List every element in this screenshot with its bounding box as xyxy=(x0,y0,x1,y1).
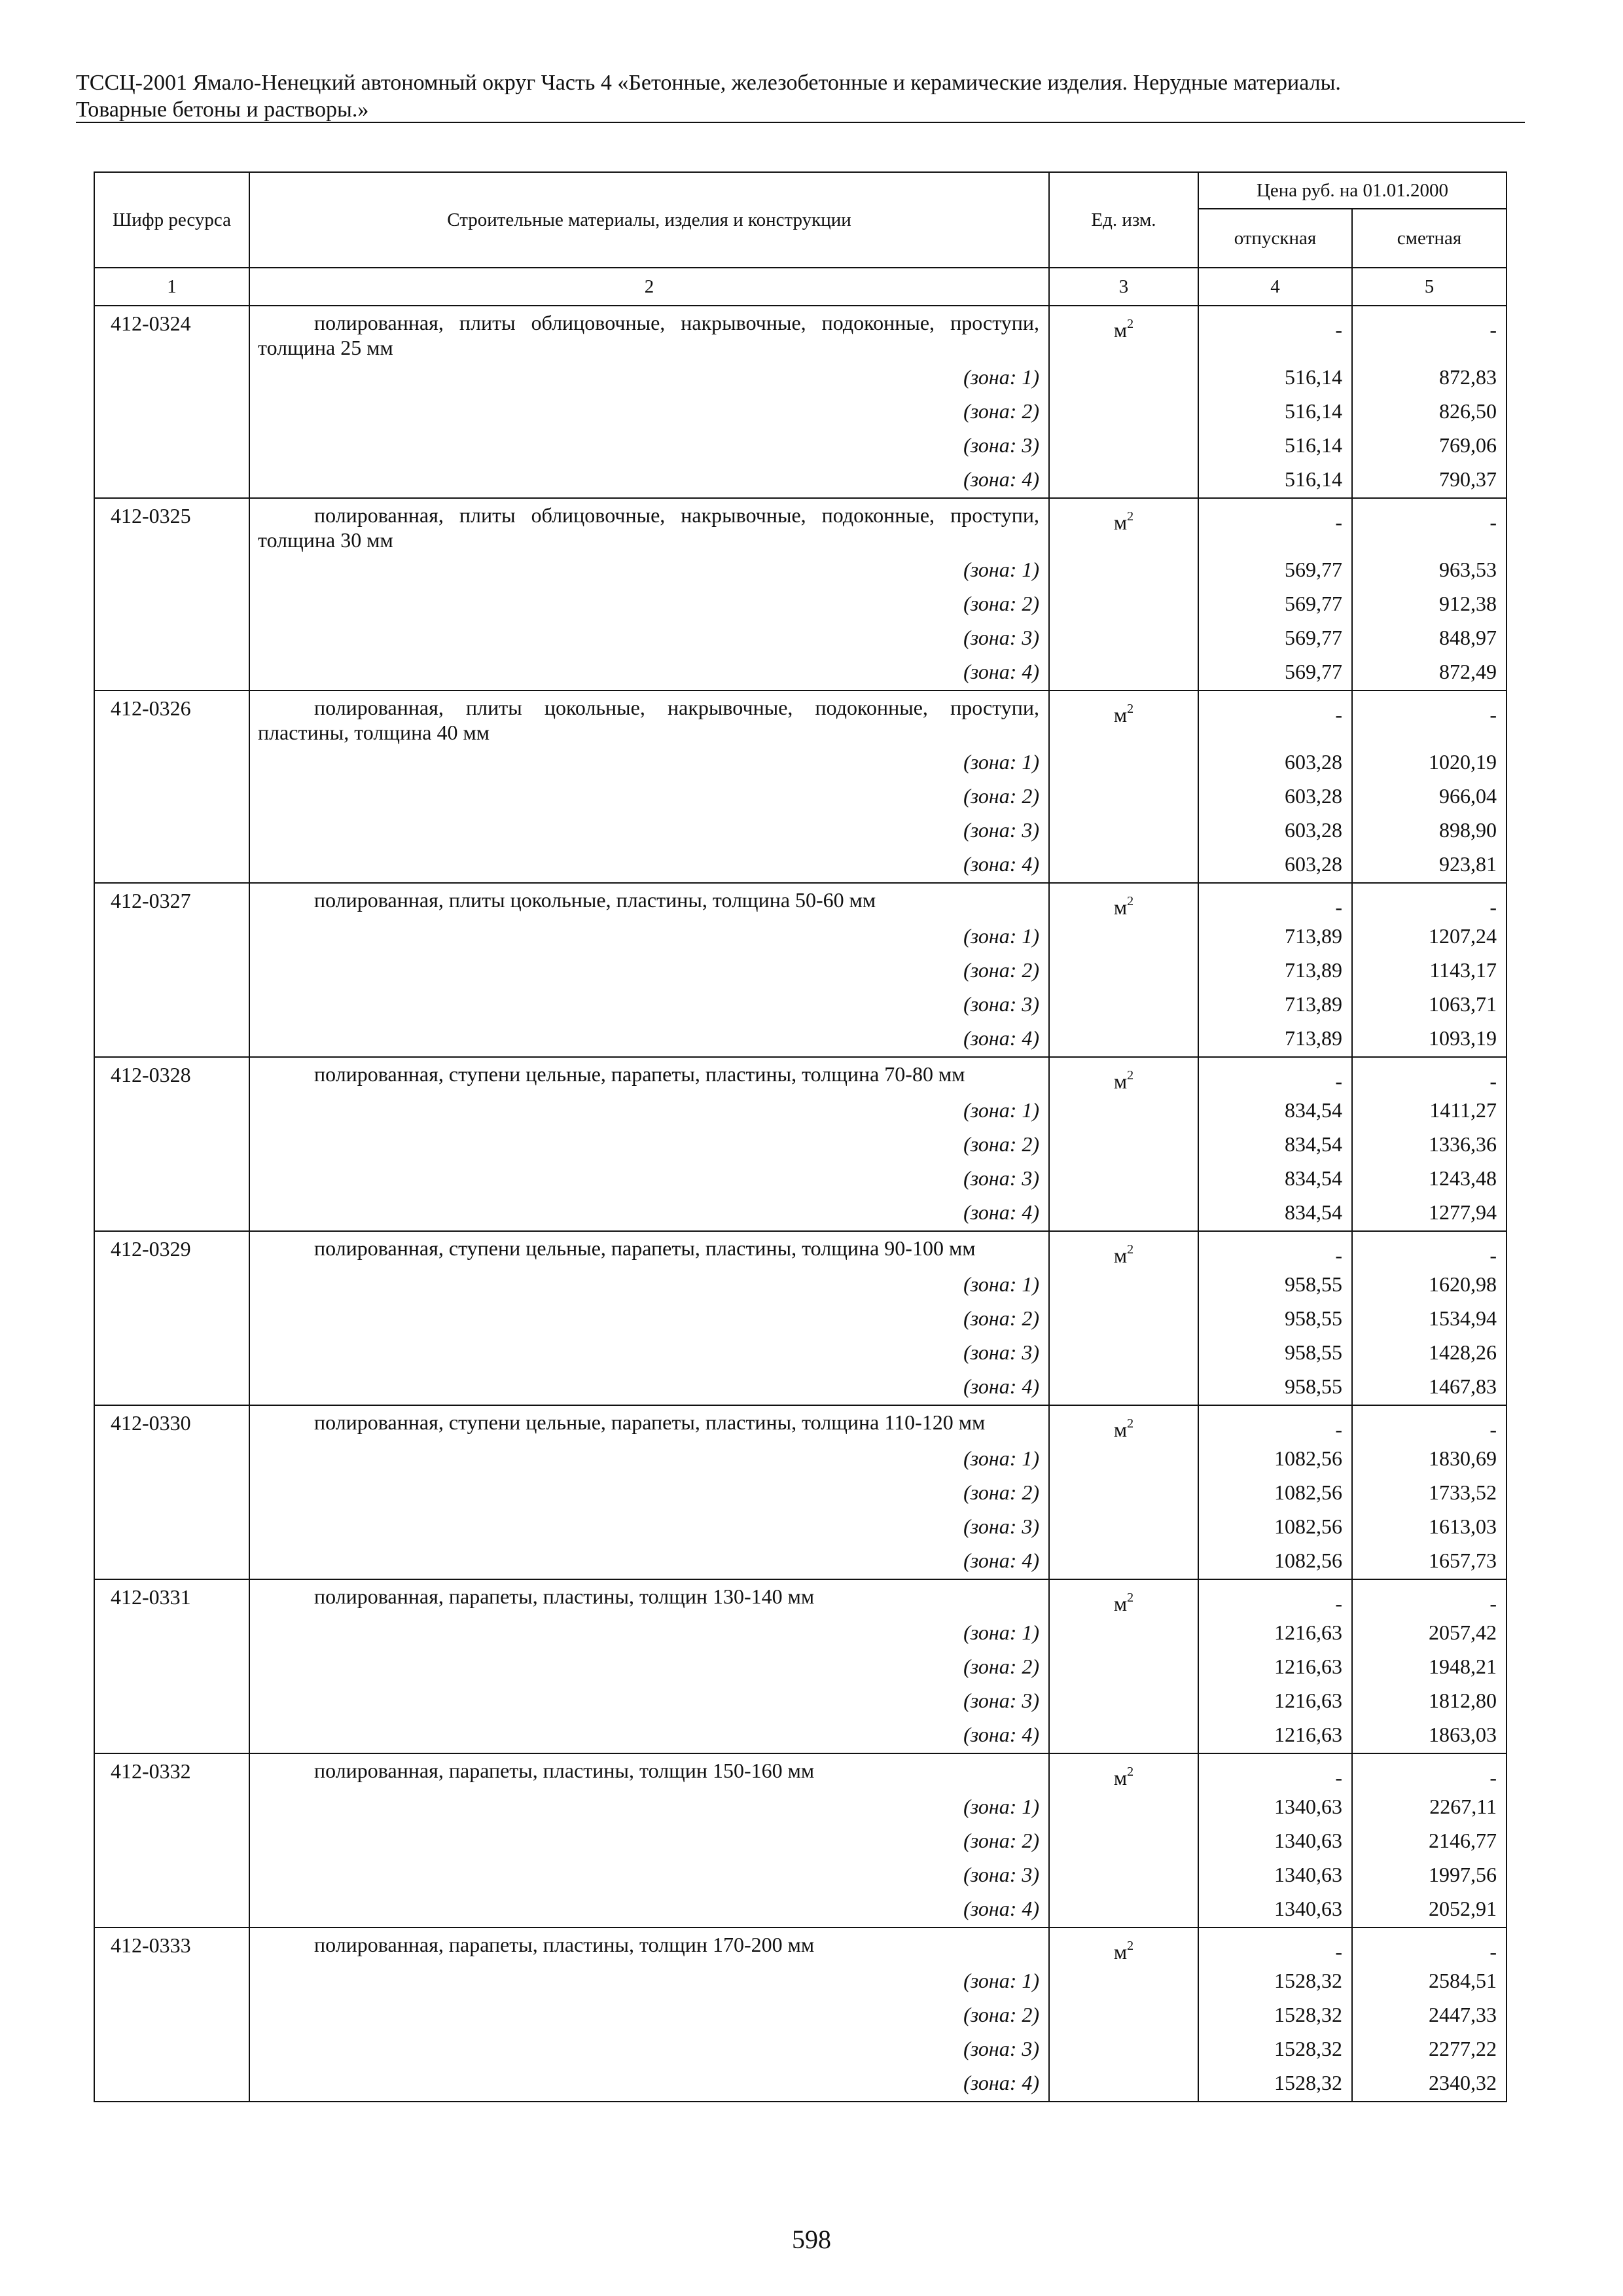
unit-exponent: 2 xyxy=(1127,1590,1134,1605)
release-price: 1340,63 xyxy=(1198,1892,1352,1928)
zone-row xyxy=(94,813,1507,847)
zone-label: (зона: 1) xyxy=(249,552,1049,586)
estimate-price: 2052,91 xyxy=(1352,1892,1507,1928)
col-number: 4 xyxy=(1198,268,1352,306)
estimate-price-dash: - xyxy=(1352,883,1507,919)
release-price: 1340,63 xyxy=(1198,1789,1352,1823)
unit-exponent: 2 xyxy=(1127,1416,1134,1431)
table-header xyxy=(94,172,1507,306)
release-price-dash: - xyxy=(1198,691,1352,745)
header-code: Шифр ресурса xyxy=(94,172,249,268)
zone-row xyxy=(94,1441,1507,1475)
zone-label: (зона: 2) xyxy=(249,1301,1049,1335)
zone-row xyxy=(94,1649,1507,1683)
zone-row xyxy=(94,1615,1507,1649)
release-price-dash: - xyxy=(1198,498,1352,552)
zone-row xyxy=(94,1475,1507,1509)
estimate-price: 1093,19 xyxy=(1352,1021,1507,1057)
zone-label: (зона: 3) xyxy=(249,1857,1049,1892)
zone-label: (зона: 3) xyxy=(249,813,1049,847)
zone-row xyxy=(94,987,1507,1021)
estimate-price-dash: - xyxy=(1352,1579,1507,1615)
zone-label: (зона: 4) xyxy=(249,1543,1049,1579)
unit-base: м xyxy=(1113,318,1128,342)
resource-group xyxy=(94,1928,1507,2102)
estimate-price: 923,81 xyxy=(1352,847,1507,883)
resource-group xyxy=(94,1753,1507,1928)
resource-group xyxy=(94,691,1507,883)
zone-label: (зона: 2) xyxy=(249,394,1049,428)
zone-label: (зона: 4) xyxy=(249,1195,1049,1231)
estimate-price: 1428,26 xyxy=(1352,1335,1507,1369)
estimate-price: 1863,03 xyxy=(1352,1717,1507,1753)
resource-row xyxy=(94,1928,1507,1964)
page-header xyxy=(76,69,1522,123)
unit-base: м xyxy=(1113,1418,1128,1441)
release-price: 713,89 xyxy=(1198,919,1352,953)
zone-row xyxy=(94,953,1507,987)
zone-row xyxy=(94,1717,1507,1753)
unit-cell xyxy=(1049,1928,1198,1964)
estimate-price: 872,83 xyxy=(1352,360,1507,394)
zone-label: (зона: 2) xyxy=(249,1998,1049,2032)
resource-code: 412-0324 xyxy=(94,306,249,360)
estimate-price: 898,90 xyxy=(1352,813,1507,847)
zone-row xyxy=(94,586,1507,620)
release-price: 834,54 xyxy=(1198,1127,1352,1161)
resource-row xyxy=(94,306,1507,360)
resource-code: 412-0328 xyxy=(94,1057,249,1093)
estimate-price-dash: - xyxy=(1352,1405,1507,1441)
resource-row xyxy=(94,1405,1507,1441)
release-price: 569,77 xyxy=(1198,620,1352,655)
zone-label: (зона: 1) xyxy=(249,1964,1049,1998)
zone-row xyxy=(94,655,1507,691)
zone-label: (зона: 1) xyxy=(249,919,1049,953)
resource-group xyxy=(94,306,1507,498)
estimate-price: 2146,77 xyxy=(1352,1823,1507,1857)
release-price: 516,14 xyxy=(1198,360,1352,394)
estimate-price-dash: - xyxy=(1352,691,1507,745)
zone-label: (зона: 4) xyxy=(249,655,1049,691)
estimate-price-dash: - xyxy=(1352,1753,1507,1789)
release-price: 603,28 xyxy=(1198,779,1352,813)
zone-label: (зона: 2) xyxy=(249,1649,1049,1683)
resource-group xyxy=(94,883,1507,1057)
zone-label: (зона: 2) xyxy=(249,586,1049,620)
estimate-price-dash: - xyxy=(1352,1231,1507,1267)
resource-description: полированная, плиты цокольные, накрывочные, подоконные, проступи, пластины, толщина 40 мм xyxy=(249,691,1049,745)
resource-description: полированная, плиты облицовочные, накрывочные, подоконные, проступи, толщина 30 мм xyxy=(249,498,1049,552)
zone-row xyxy=(94,1789,1507,1823)
release-price: 603,28 xyxy=(1198,813,1352,847)
zone-label: (зона: 3) xyxy=(249,1335,1049,1369)
estimate-price-dash: - xyxy=(1352,1928,1507,1964)
unit-cell xyxy=(1049,1579,1198,1615)
zone-label: (зона: 1) xyxy=(249,1267,1049,1301)
unit-exponent: 2 xyxy=(1127,1765,1134,1779)
col-number: 2 xyxy=(249,268,1049,306)
estimate-price: 1657,73 xyxy=(1352,1543,1507,1579)
release-price-dash: - xyxy=(1198,883,1352,919)
resource-row xyxy=(94,1231,1507,1267)
zone-label: (зона: 4) xyxy=(249,1892,1049,1928)
release-price: 713,89 xyxy=(1198,987,1352,1021)
release-price: 834,54 xyxy=(1198,1161,1352,1195)
estimate-price: 1467,83 xyxy=(1352,1369,1507,1405)
resource-description: полированная, плиты цокольные, пластины, толщина 50-60 мм xyxy=(249,883,1049,919)
release-price: 516,14 xyxy=(1198,428,1352,462)
release-price: 1082,56 xyxy=(1198,1475,1352,1509)
estimate-price: 1020,19 xyxy=(1352,745,1507,779)
col-number: 1 xyxy=(94,268,249,306)
zone-label: (зона: 2) xyxy=(249,1823,1049,1857)
estimate-price-dash: - xyxy=(1352,498,1507,552)
resource-code: 412-0333 xyxy=(94,1928,249,1964)
zone-label: (зона: 3) xyxy=(249,1683,1049,1717)
estimate-price-dash: - xyxy=(1352,306,1507,360)
resource-code: 412-0329 xyxy=(94,1231,249,1267)
release-price-dash: - xyxy=(1198,1405,1352,1441)
estimate-price: 2277,22 xyxy=(1352,2032,1507,2066)
price-table xyxy=(94,171,1507,2102)
resource-description: полированная, парапеты, пластины, толщин 170-200 мм xyxy=(249,1928,1049,1964)
header-unit: Ед. изм. xyxy=(1049,172,1198,268)
zone-label: (зона: 4) xyxy=(249,462,1049,498)
unit-base: м xyxy=(1113,895,1128,919)
estimate-price: 1411,27 xyxy=(1352,1093,1507,1127)
zone-row xyxy=(94,1369,1507,1405)
zone-row xyxy=(94,847,1507,883)
estimate-price: 1830,69 xyxy=(1352,1441,1507,1475)
resource-description: полированная, ступени цельные, парапеты, пластины, толщина 70-80 мм xyxy=(249,1057,1049,1093)
release-price: 958,55 xyxy=(1198,1369,1352,1405)
estimate-price: 2584,51 xyxy=(1352,1964,1507,1998)
release-price-dash: - xyxy=(1198,306,1352,360)
unit-cell xyxy=(1049,1405,1198,1441)
zone-label: (зона: 2) xyxy=(249,779,1049,813)
zone-label: (зона: 1) xyxy=(249,745,1049,779)
estimate-price: 1143,17 xyxy=(1352,953,1507,987)
release-price: 569,77 xyxy=(1198,655,1352,691)
estimate-price: 966,04 xyxy=(1352,779,1507,813)
header-price: Цена руб. на 01.01.2000 xyxy=(1198,172,1507,209)
resource-row xyxy=(94,1579,1507,1615)
estimate-price-dash: - xyxy=(1352,1057,1507,1093)
release-price-dash: - xyxy=(1198,1753,1352,1789)
unit-cell xyxy=(1049,1231,1198,1267)
unit-exponent: 2 xyxy=(1127,1068,1134,1083)
resource-code: 412-0326 xyxy=(94,691,249,745)
zone-row xyxy=(94,394,1507,428)
estimate-price: 912,38 xyxy=(1352,586,1507,620)
release-price: 1528,32 xyxy=(1198,2066,1352,2102)
release-price: 1528,32 xyxy=(1198,1998,1352,2032)
estimate-price: 1534,94 xyxy=(1352,1301,1507,1335)
unit-base: м xyxy=(1113,703,1128,726)
unit-cell xyxy=(1049,1057,1198,1093)
zone-row xyxy=(94,1195,1507,1231)
zone-row xyxy=(94,1998,1507,2032)
zone-label: (зона: 2) xyxy=(249,953,1049,987)
header-line-2: Товарные бетоны и растворы.» xyxy=(76,98,369,122)
resource-group xyxy=(94,498,1507,691)
unit-cell xyxy=(1049,883,1198,919)
zone-label: (зона: 1) xyxy=(249,1093,1049,1127)
release-price: 834,54 xyxy=(1198,1195,1352,1231)
zone-row xyxy=(94,1892,1507,1928)
release-price: 1216,63 xyxy=(1198,1615,1352,1649)
zone-label: (зона: 4) xyxy=(249,847,1049,883)
zone-row xyxy=(94,1127,1507,1161)
resource-description: полированная, парапеты, пластины, толщин 130-140 мм xyxy=(249,1579,1049,1615)
release-price-dash: - xyxy=(1198,1231,1352,1267)
zone-label: (зона: 4) xyxy=(249,2066,1049,2102)
page-number: 598 xyxy=(792,2225,831,2254)
zone-label: (зона: 1) xyxy=(249,360,1049,394)
unit-base: м xyxy=(1113,1766,1128,1789)
release-price: 516,14 xyxy=(1198,462,1352,498)
header-estimate-price: сметная xyxy=(1352,209,1507,268)
estimate-price: 1613,03 xyxy=(1352,1509,1507,1543)
unit-base: м xyxy=(1113,1592,1128,1615)
unit-cell xyxy=(1049,1753,1198,1789)
zone-label: (зона: 1) xyxy=(249,1615,1049,1649)
unit-base: м xyxy=(1113,1940,1128,1964)
estimate-price: 872,49 xyxy=(1352,655,1507,691)
zone-row xyxy=(94,2066,1507,2102)
zone-row xyxy=(94,360,1507,394)
resource-description: полированная, плиты облицовочные, накрывочные, подоконные, проступи, толщина 25 мм xyxy=(249,306,1049,360)
zone-label: (зона: 2) xyxy=(249,1475,1049,1509)
zone-row xyxy=(94,552,1507,586)
resource-description: полированная, парапеты, пластины, толщин 150-160 мм xyxy=(249,1753,1049,1789)
release-price: 603,28 xyxy=(1198,847,1352,883)
zone-label: (зона: 1) xyxy=(249,1441,1049,1475)
release-price-dash: - xyxy=(1198,1928,1352,1964)
zone-label: (зона: 1) xyxy=(249,1789,1049,1823)
col-number: 3 xyxy=(1049,268,1198,306)
resource-group xyxy=(94,1405,1507,1579)
estimate-price: 1620,98 xyxy=(1352,1267,1507,1301)
zone-row xyxy=(94,1335,1507,1369)
resource-description: полированная, ступени цельные, парапеты, пластины, толщина 90-100 мм xyxy=(249,1231,1049,1267)
estimate-price: 963,53 xyxy=(1352,552,1507,586)
estimate-price: 769,06 xyxy=(1352,428,1507,462)
resource-description: полированная, ступени цельные, парапеты, пластины, толщина 110-120 мм xyxy=(249,1405,1049,1441)
release-price: 958,55 xyxy=(1198,1335,1352,1369)
unit-base: м xyxy=(1113,1244,1128,1267)
zone-row xyxy=(94,779,1507,813)
header-rule xyxy=(76,122,1525,123)
resource-row xyxy=(94,498,1507,552)
resource-group xyxy=(94,1579,1507,1753)
release-price: 1528,32 xyxy=(1198,2032,1352,2066)
release-price: 1082,56 xyxy=(1198,1509,1352,1543)
estimate-price: 1336,36 xyxy=(1352,1127,1507,1161)
zone-label: (зона: 4) xyxy=(249,1021,1049,1057)
resource-row xyxy=(94,691,1507,745)
estimate-price: 1277,94 xyxy=(1352,1195,1507,1231)
resource-group xyxy=(94,1231,1507,1405)
unit-cell xyxy=(1049,691,1198,745)
estimate-price: 2447,33 xyxy=(1352,1998,1507,2032)
estimate-price: 2057,42 xyxy=(1352,1615,1507,1649)
zone-row xyxy=(94,919,1507,953)
release-price: 1216,63 xyxy=(1198,1683,1352,1717)
zone-label: (зона: 3) xyxy=(249,1161,1049,1195)
resource-row xyxy=(94,1753,1507,1789)
estimate-price: 826,50 xyxy=(1352,394,1507,428)
release-price: 713,89 xyxy=(1198,1021,1352,1057)
resource-row xyxy=(94,883,1507,919)
estimate-price: 2340,32 xyxy=(1352,2066,1507,2102)
zone-row xyxy=(94,1021,1507,1057)
zone-row xyxy=(94,1823,1507,1857)
unit-exponent: 2 xyxy=(1127,317,1134,331)
zone-row xyxy=(94,1267,1507,1301)
zone-row xyxy=(94,1301,1507,1335)
release-price: 1082,56 xyxy=(1198,1441,1352,1475)
resource-code: 412-0325 xyxy=(94,498,249,552)
unit-exponent: 2 xyxy=(1127,894,1134,908)
zone-label: (зона: 3) xyxy=(249,620,1049,655)
zone-label: (зона: 3) xyxy=(249,1509,1049,1543)
release-price: 1528,32 xyxy=(1198,1964,1352,1998)
unit-base: м xyxy=(1113,1069,1128,1093)
estimate-price: 1812,80 xyxy=(1352,1683,1507,1717)
zone-row xyxy=(94,462,1507,498)
resource-code: 412-0331 xyxy=(94,1579,249,1615)
estimate-price: 1243,48 xyxy=(1352,1161,1507,1195)
zone-label: (зона: 3) xyxy=(249,428,1049,462)
resource-row xyxy=(94,1057,1507,1093)
resource-code: 412-0332 xyxy=(94,1753,249,1789)
unit-cell xyxy=(1049,498,1198,552)
estimate-price: 1207,24 xyxy=(1352,919,1507,953)
zone-row xyxy=(94,1543,1507,1579)
release-price: 1216,63 xyxy=(1198,1717,1352,1753)
release-price: 713,89 xyxy=(1198,953,1352,987)
estimate-price: 1733,52 xyxy=(1352,1475,1507,1509)
zone-label: (зона: 4) xyxy=(249,1717,1049,1753)
unit-cell xyxy=(1049,306,1198,360)
unit-base: м xyxy=(1113,511,1128,534)
header-release-price: отпускная xyxy=(1198,209,1352,268)
unit-exponent: 2 xyxy=(1127,1242,1134,1257)
estimate-price: 1063,71 xyxy=(1352,987,1507,1021)
release-price: 958,55 xyxy=(1198,1301,1352,1335)
col-number: 5 xyxy=(1352,268,1507,306)
zone-row xyxy=(94,1683,1507,1717)
release-price-dash: - xyxy=(1198,1579,1352,1615)
release-price: 958,55 xyxy=(1198,1267,1352,1301)
zone-row xyxy=(94,2032,1507,2066)
resource-code: 412-0330 xyxy=(94,1405,249,1441)
release-price: 569,77 xyxy=(1198,586,1352,620)
zone-row xyxy=(94,1857,1507,1892)
zone-row xyxy=(94,745,1507,779)
resource-group xyxy=(94,1057,1507,1231)
zone-label: (зона: 3) xyxy=(249,987,1049,1021)
unit-exponent: 2 xyxy=(1127,509,1134,524)
release-price: 1340,63 xyxy=(1198,1857,1352,1892)
zone-label: (зона: 2) xyxy=(249,1127,1049,1161)
header-line-1: ТССЦ-2001 Ямало-Ненецкий автономный округ Часть 4 «Бетонные, железобетонные и керамические изделия. Нерудные материалы. xyxy=(76,71,1341,95)
zone-row xyxy=(94,428,1507,462)
release-price: 834,54 xyxy=(1198,1093,1352,1127)
zone-row xyxy=(94,1093,1507,1127)
zone-row xyxy=(94,1509,1507,1543)
zone-row xyxy=(94,1161,1507,1195)
unit-exponent: 2 xyxy=(1127,1939,1134,1953)
header-name: Строительные материалы, изделия и конструкции xyxy=(249,172,1049,268)
release-price: 569,77 xyxy=(1198,552,1352,586)
release-price: 1216,63 xyxy=(1198,1649,1352,1683)
unit-exponent: 2 xyxy=(1127,702,1134,716)
release-price: 516,14 xyxy=(1198,394,1352,428)
estimate-price: 1948,21 xyxy=(1352,1649,1507,1683)
release-price: 603,28 xyxy=(1198,745,1352,779)
estimate-price: 790,37 xyxy=(1352,462,1507,498)
zone-row xyxy=(94,620,1507,655)
estimate-price: 848,97 xyxy=(1352,620,1507,655)
zone-row xyxy=(94,1964,1507,1998)
release-price: 1082,56 xyxy=(1198,1543,1352,1579)
estimate-price: 1997,56 xyxy=(1352,1857,1507,1892)
release-price: 1340,63 xyxy=(1198,1823,1352,1857)
estimate-price: 2267,11 xyxy=(1352,1789,1507,1823)
resource-code: 412-0327 xyxy=(94,883,249,919)
zone-label: (зона: 3) xyxy=(249,2032,1049,2066)
zone-label: (зона: 4) xyxy=(249,1369,1049,1405)
release-price-dash: - xyxy=(1198,1057,1352,1093)
